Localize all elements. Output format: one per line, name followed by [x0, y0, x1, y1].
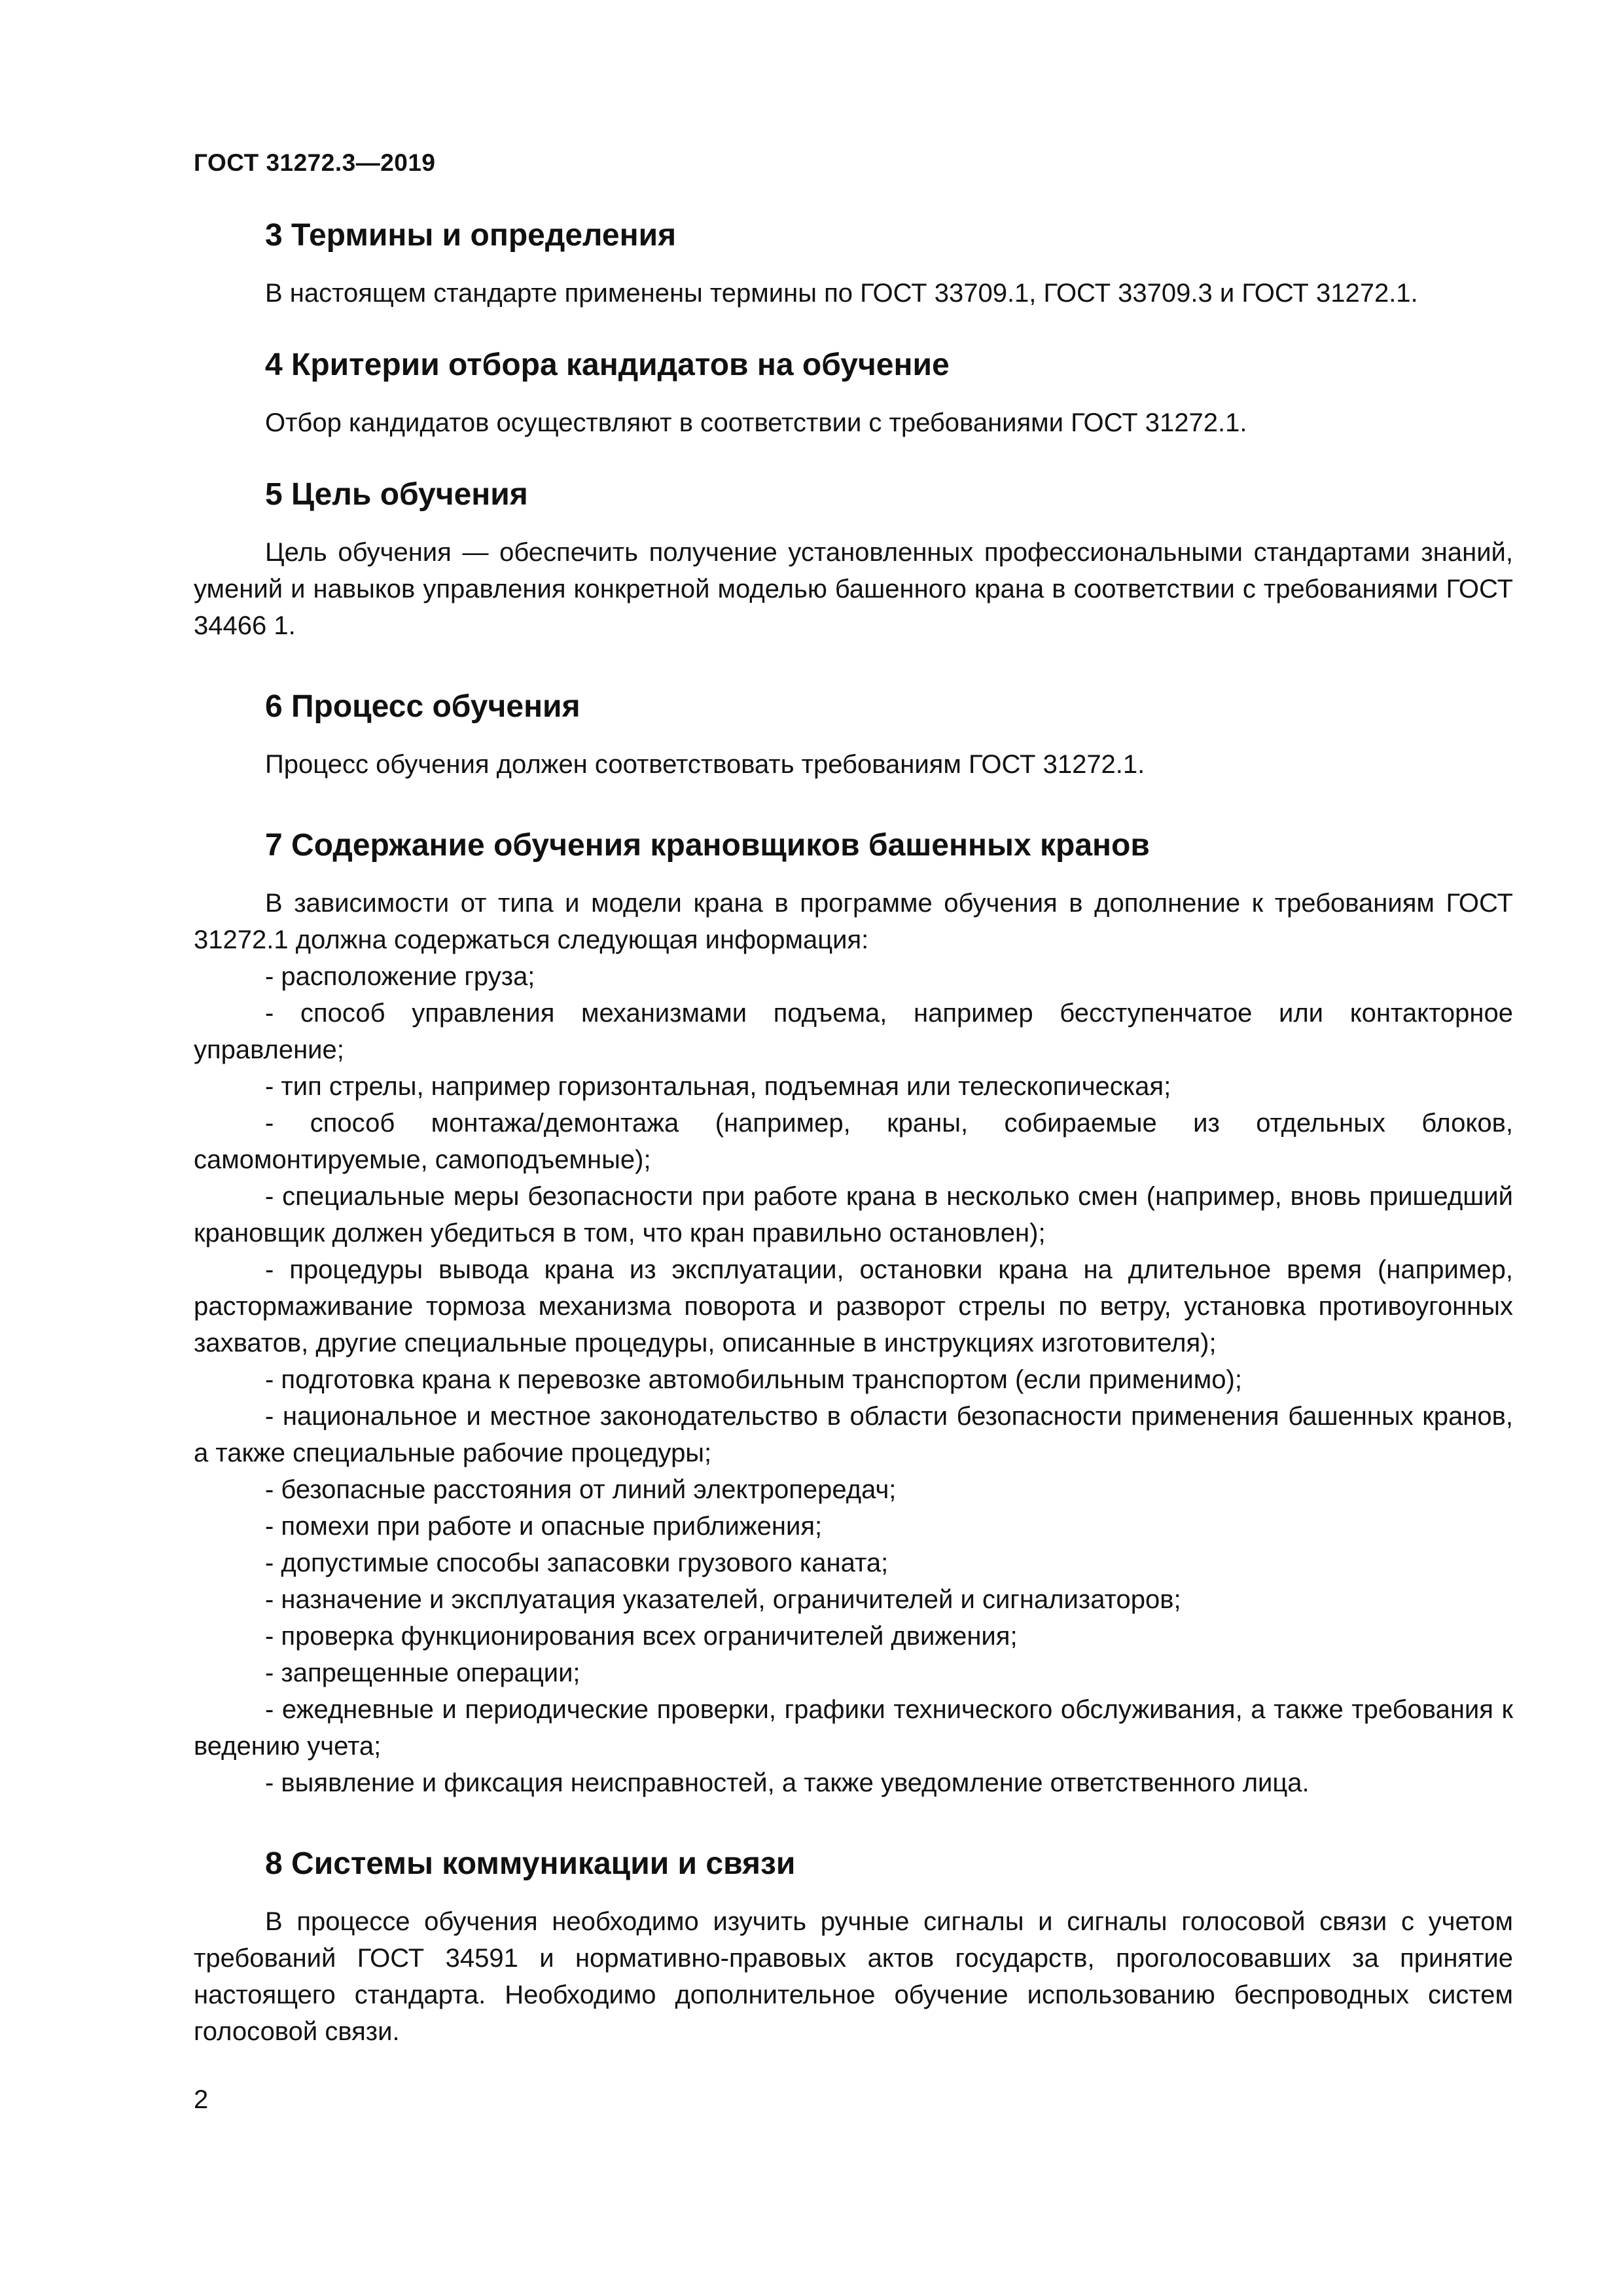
section-5-title: 5 Цель обучения — [265, 477, 528, 512]
page-number: 2 — [194, 2085, 209, 2114]
section-6-title: 6 Процесс обучения — [265, 689, 580, 724]
document-content — [194, 216, 1513, 2050]
list-item: - безопасные расстояния от линий электропередач; — [265, 1475, 897, 1504]
list-item: - расположение груза; — [265, 962, 535, 991]
list-item: - допустимые способы запасовки грузового каната; — [265, 1549, 889, 1577]
list-item: - помехи при работе и опасные приближения; — [265, 1512, 823, 1541]
document-id-header: ГОСТ 31272.3—2019 — [194, 149, 436, 176]
section-6-text: Процесс обучения должен соответствовать требованиям ГОСТ 31272.1. — [265, 750, 1145, 779]
list-item: - выявление и фиксация неисправностей, а также уведомление ответственного лица. — [265, 1768, 1310, 1797]
section-4-title: 4 Критерии отбора кандидатов на обучение — [265, 348, 950, 382]
section-7-list — [194, 958, 1513, 1801]
list-item: - проверка функционирования всех ограничителей движения; — [265, 1622, 1018, 1651]
section-8-title: 8 Системы коммуникации и связи — [265, 1846, 796, 1881]
list-item: - специальные меры безопасности при работе крана в несколько смен (например, вновь пришедший крановщик должен убедиться в том, что кран правильно остановлен); — [194, 1182, 1513, 1247]
section-4-text: Отбор кандидатов осуществляют в соответствии с требованиями ГОСТ 31272.1. — [265, 408, 1247, 437]
section-3-text: В настоящем стандарте применены термины по ГОСТ 33709.1, ГОСТ 33709.3 и ГОСТ 31272.1. — [265, 279, 1418, 308]
list-item: - тип стрелы, например горизонтальная, подъемная или телескопическая; — [265, 1072, 1171, 1101]
list-item: - способ управления механизмами подъема, например бесступенчатое или контакторное управление; — [194, 999, 1513, 1064]
list-item: - способ монтажа/демонтажа (например, краны, собираемые из отдельных блоков, самомонтируемые, самоподъемные); — [194, 1109, 1513, 1174]
list-item: - запрещенные операции; — [265, 1659, 580, 1687]
section-7-title: 7 Содержание обучения крановщиков башенных кранов — [265, 828, 1150, 863]
list-item: - процедуры вывода крана из эксплуатации, остановки крана на длительное время (например, растормаживание тормоза механизма поворота и разворот стрелы по ветру, установка противоугонных захватов, другие специальные процедуры, описанные в инструкциях изготовителя); — [194, 1255, 1513, 1357]
list-item: - национальное и местное законодательство в области безопасности применения башенных кранов, а также специальные рабочие процедуры; — [194, 1402, 1513, 1467]
section-7-intro: В зависимости от типа и модели крана в программе обучения в дополнение к требованиям ГОСТ 31272.1 должна содержаться следующая информация: — [194, 889, 1513, 954]
section-8-text: В процессе обучения необходимо изучить ручные сигналы и сигналы голосовой связи с учетом требований ГОСТ 34591 и нормативно-правовых актов государств, проголосовавших за принятие настоящего стандарта. Необходимо дополнительное обучение использованию беспроводных систем голосовой связи. — [194, 1907, 1513, 2046]
list-item: - ежедневные и периодические проверки, графики технического обслуживания, а также требования к ведению учета; — [194, 1695, 1513, 1761]
list-item: - назначение и эксплуатация указателей, ограничителей и сигнализаторов; — [265, 1585, 1181, 1614]
list-item: - подготовка крана к перевозке автомобильным транспортом (если применимо); — [265, 1365, 1242, 1394]
section-3-title: 3 Термины и определения — [265, 218, 677, 253]
section-5-text: Цель обучения — обеспечить получение установленных профессиональными стандартами знаний, умений и навыков управления конкретной моделью башенного крана в соответствии с требованиями ГОСТ 34466 1. — [194, 538, 1513, 640]
